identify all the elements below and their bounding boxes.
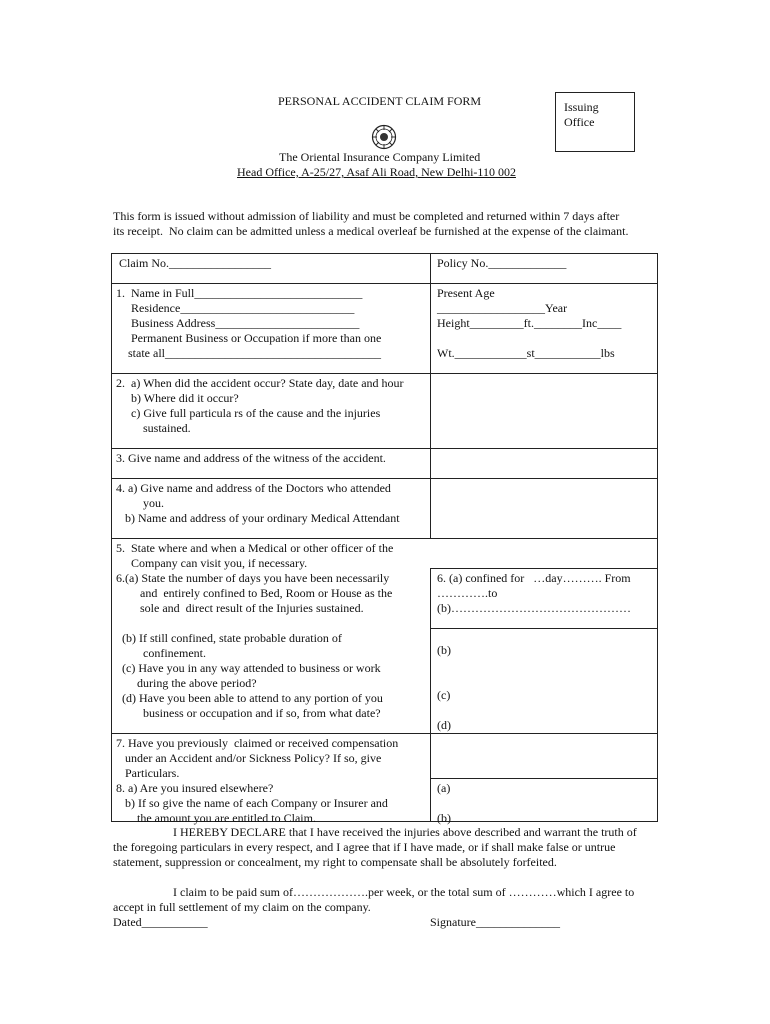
q7-line: 7. Have you previously claimed or received compensation bbox=[116, 736, 399, 750]
table-rule bbox=[111, 538, 657, 539]
declaration-line-1: I HEREBY DECLARE that I have received the injuries above described and warrant the truth of bbox=[113, 825, 637, 839]
table-rule bbox=[430, 568, 657, 569]
q6a-line: 6.(a) State the number of days you have been necessarily bbox=[116, 571, 390, 585]
q2-line: sustained. bbox=[116, 421, 191, 435]
q5-line: Company can visit you, if necessary. bbox=[116, 556, 308, 570]
q6a-b-field[interactable]: (b)……………………………………… bbox=[437, 601, 631, 615]
dated-field[interactable]: Dated___________ bbox=[113, 915, 208, 929]
q3-answer-field[interactable] bbox=[431, 449, 656, 478]
q2-line: b) Where did it occur? bbox=[116, 391, 239, 405]
claim-amount-line-1: I claim to be paid sum of……………….per week, or the total sum of …………which I agree to bbox=[113, 885, 635, 899]
q8-line: 8. a) Are you insured elsewhere? bbox=[116, 781, 274, 795]
table-rule bbox=[430, 628, 657, 629]
q4-line: b) Name and address of your ordinary Medical Attendant bbox=[116, 511, 400, 525]
q2-line: c) Give full particula rs of the cause and the injuries bbox=[116, 406, 381, 420]
height-field[interactable]: Height_________ft.________Inc____ bbox=[437, 316, 622, 330]
q4-line: 4. a) Give name and address of the Doctors who attended bbox=[116, 481, 391, 495]
issuing-office-label-line1: Issuing bbox=[564, 100, 599, 114]
q4-line: you. bbox=[116, 496, 164, 510]
q6c-answer-field[interactable]: (c) bbox=[437, 688, 451, 702]
table-rule bbox=[111, 283, 657, 284]
declaration-line-2: the foregoing particulars in every respect, and I agree that if I have made, or if shall make false or untrue bbox=[113, 840, 616, 854]
q1-business-address-field[interactable]: Business Address________________________ bbox=[116, 316, 360, 330]
table-rule bbox=[430, 778, 657, 779]
q6d-line: business or occupation and if so, from what date? bbox=[116, 706, 381, 720]
q1-occupation-label: Permanent Business or Occupation if more than one bbox=[116, 331, 382, 345]
issuing-office-box bbox=[555, 92, 635, 152]
weight-field[interactable]: Wt.____________st___________lbs bbox=[437, 346, 615, 360]
q6b-line: (b) If still confined, state probable duration of bbox=[116, 631, 342, 645]
q6a-line: and entirely confined to Bed, Room or House as the bbox=[116, 586, 393, 600]
form-title: PERSONAL ACCIDENT CLAIM FORM bbox=[278, 94, 482, 108]
table-column-divider bbox=[430, 568, 431, 821]
table-rule bbox=[111, 253, 657, 254]
q6a-line: sole and direct result of the Injuries sustained. bbox=[116, 601, 364, 615]
q4-answer-field[interactable] bbox=[431, 479, 656, 538]
signature-field[interactable]: Signature______________ bbox=[430, 915, 560, 929]
policy-no-field[interactable]: Policy No._____________ bbox=[437, 256, 567, 270]
q6c-line: (c) Have you in any way attended to business or work bbox=[116, 661, 381, 675]
intro-line-2: its receipt. No claim can be admitted unless a medical overleaf be furnished at the expense of the claimant. bbox=[113, 224, 629, 238]
present-age-label: Present Age bbox=[437, 286, 495, 300]
q8-line: the amount you are entitled to Claim. bbox=[116, 811, 316, 825]
q6c-line: during the above period? bbox=[116, 676, 257, 690]
company-name: The Oriental Insurance Company Limited bbox=[279, 150, 481, 164]
q6a-to-field[interactable]: ………….to bbox=[437, 586, 498, 600]
q6b-answer-field[interactable]: (b) bbox=[437, 643, 451, 657]
claim-amount-line-2: accept in full settlement of my claim on the company. bbox=[113, 900, 371, 914]
q8-line: b) If so give the name of each Company or Insurer and bbox=[116, 796, 388, 810]
q2-answer-field[interactable] bbox=[431, 374, 656, 448]
declaration-line-3: statement, suppression or concealment, my right to compensate shall be absolutely forfeited. bbox=[113, 855, 557, 869]
q8b-answer-field[interactable]: (b) bbox=[437, 811, 451, 825]
intro-line-1: This form is issued without admission of liability and must be completed and returned within 7 days after bbox=[113, 209, 620, 223]
age-year-field[interactable]: __________________Year bbox=[437, 301, 568, 315]
q6a-confined-field[interactable]: 6. (a) confined for …day………. From bbox=[437, 571, 631, 585]
issuing-office-label-line2: Office bbox=[564, 115, 595, 129]
claim-no-field[interactable]: Claim No._________________ bbox=[119, 256, 271, 270]
company-emblem-icon bbox=[371, 124, 397, 150]
q1-name-field[interactable]: 1. Name in Full____________________________ bbox=[116, 286, 363, 300]
q7-line: Particulars. bbox=[116, 766, 180, 780]
head-office-address: Head Office, A-25/27, Asaf Ali Road, New Delhi-110 002 bbox=[237, 165, 516, 179]
q7-answer-field[interactable] bbox=[431, 734, 656, 778]
q6d-line: (d) Have you been able to attend to any portion of you bbox=[116, 691, 383, 705]
q5-line: 5. State where and when a Medical or other officer of the bbox=[116, 541, 394, 555]
q7-line: under an Accident and/or Sickness Policy? If so, give bbox=[116, 751, 382, 765]
q6b-line: confinement. bbox=[116, 646, 206, 660]
q3-question: 3. Give name and address of the witness of the accident. bbox=[116, 451, 386, 465]
q1-residence-field[interactable]: Residence_____________________________ bbox=[116, 301, 355, 315]
q6d-answer-field[interactable]: (d) bbox=[437, 718, 451, 732]
q2-line: 2. a) When did the accident occur? State day, date and hour bbox=[116, 376, 404, 390]
q8a-answer-field[interactable]: (a) bbox=[437, 781, 451, 795]
q1-state-all-field[interactable]: state all____________________________________ bbox=[116, 346, 381, 360]
